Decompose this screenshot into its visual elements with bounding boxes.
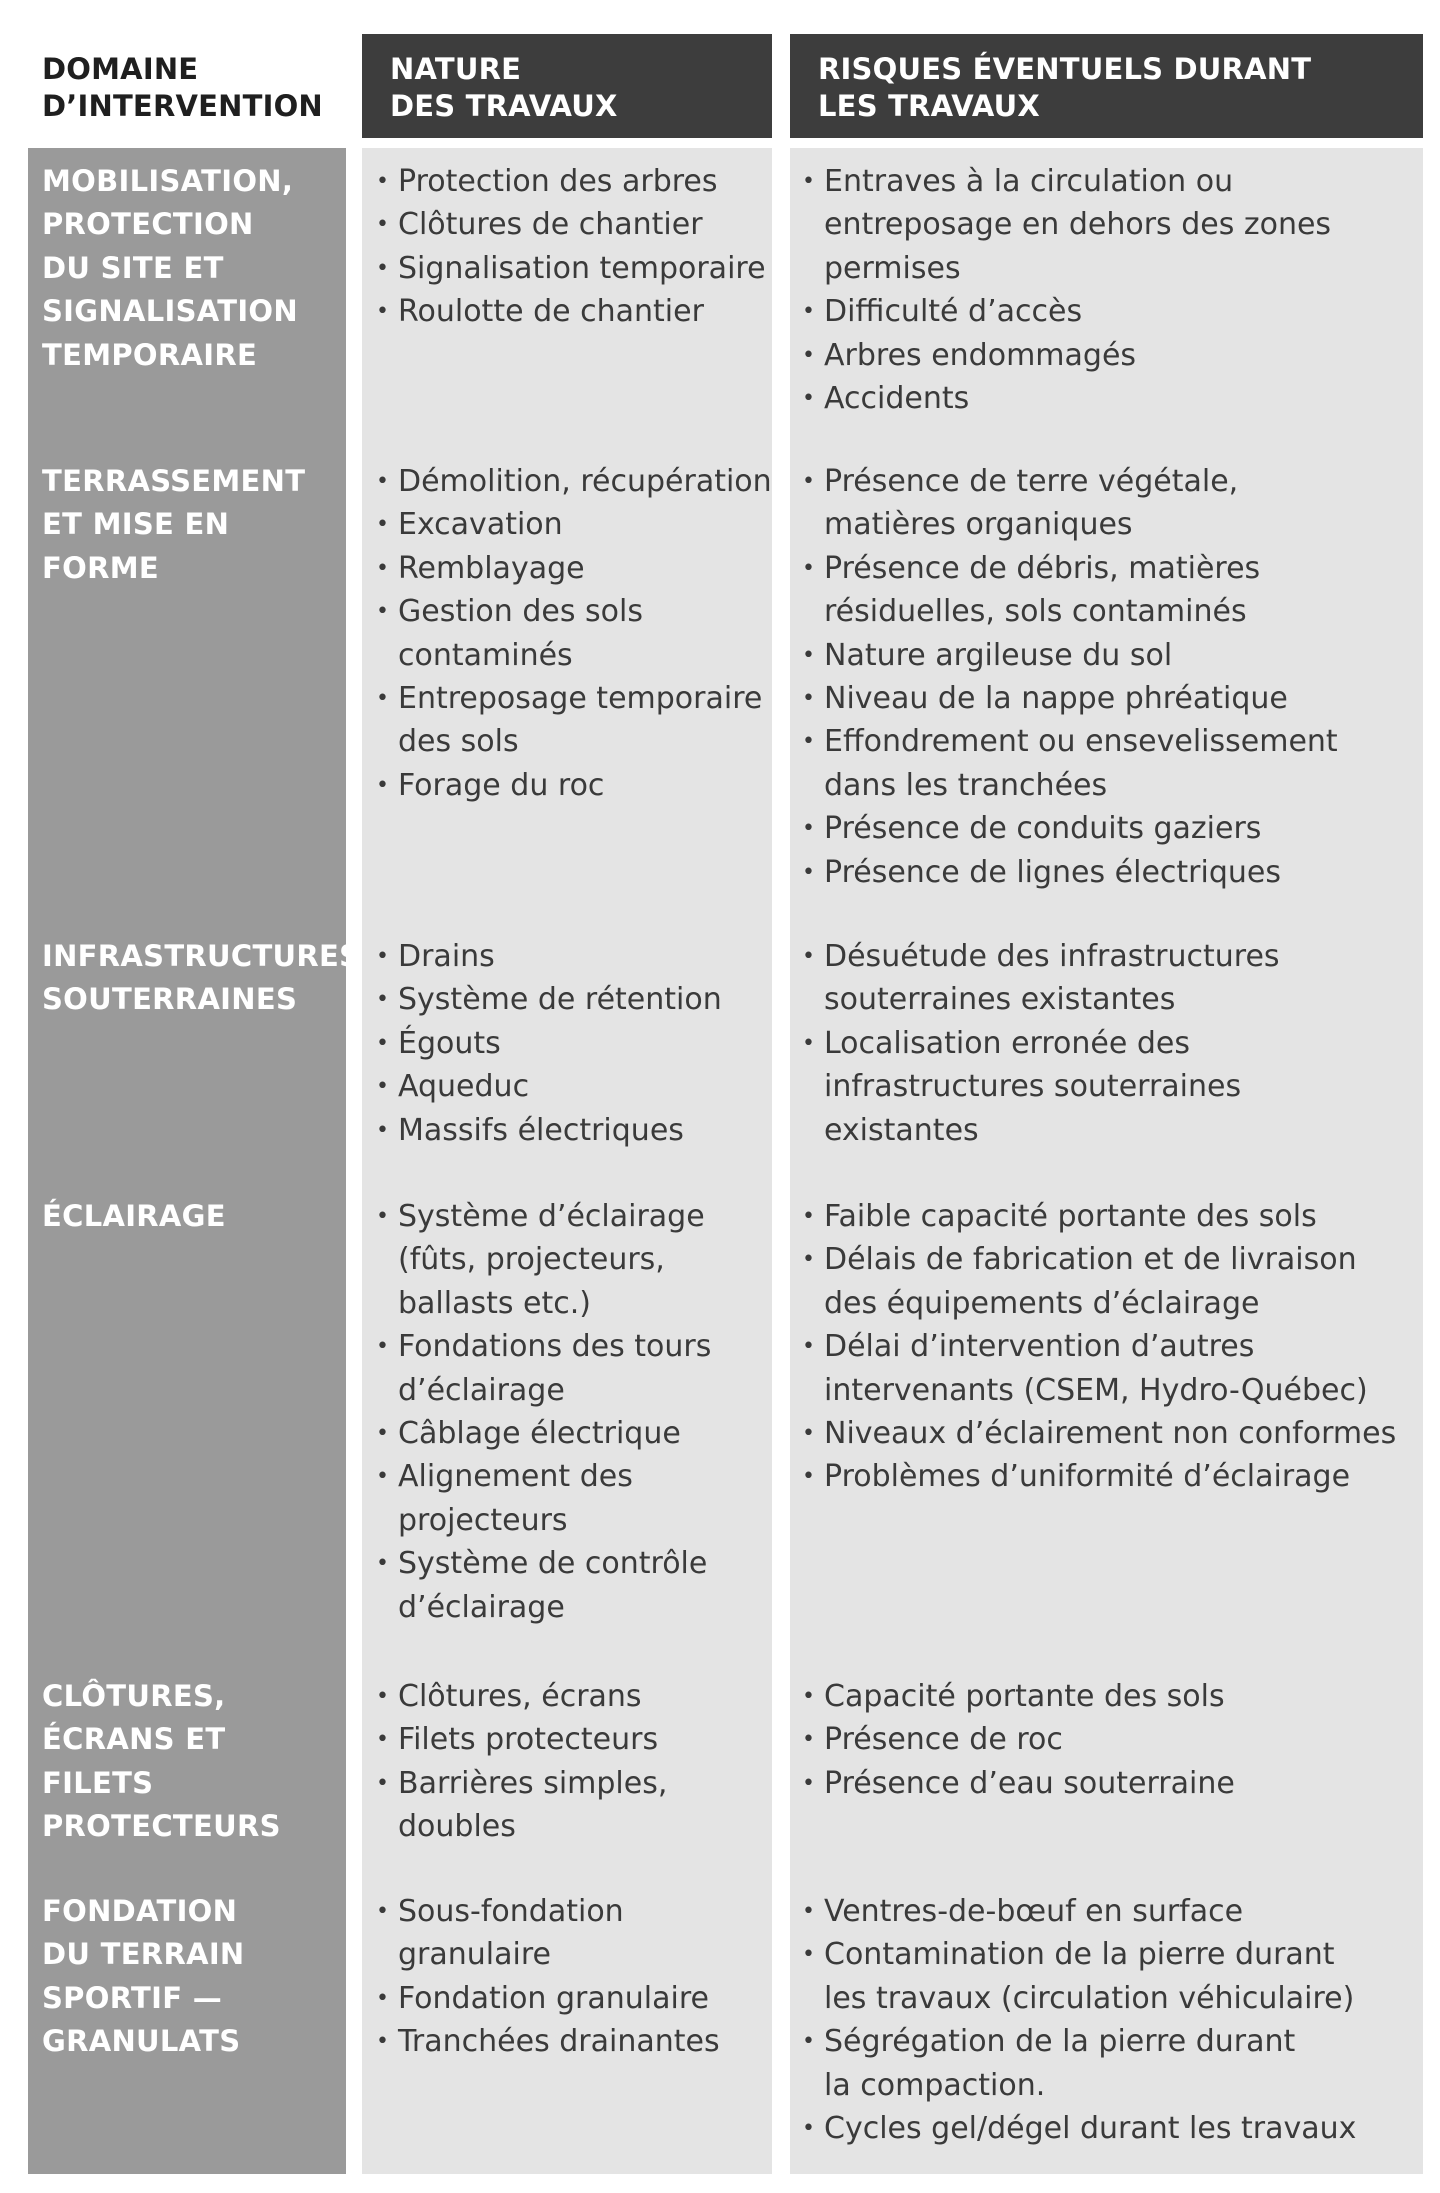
risk-item-text: Présence de roc: [824, 1722, 1063, 1758]
risk-item-text: Localisation erronée des infrastructures souterraines existantes: [824, 1025, 1242, 1148]
nature-item-text: Forage du roc: [398, 767, 605, 803]
risk-column-background: [790, 148, 1423, 2174]
nature-item: [376, 547, 776, 590]
domain-column-background: [28, 148, 361, 2174]
nature-item-text: Excavation: [398, 507, 563, 543]
nature-item: [376, 1412, 776, 1455]
risk-item: [802, 460, 1427, 547]
nature-item: [376, 1542, 776, 1629]
bullet-icon: •: [802, 1899, 815, 1924]
domain-label: ÉCLAIRAGE: [42, 1199, 226, 1233]
domain-label: INFRASTRUCTURES SOUTERRAINES: [42, 939, 361, 1017]
risk-item-text: Difficulté d’accès: [824, 294, 1083, 330]
nature-item: [376, 460, 776, 503]
nature-item: [376, 677, 776, 764]
risk-item-text: Arbres endommagés: [824, 337, 1137, 373]
nature-item: [376, 1325, 776, 1412]
risk-list: [802, 1675, 1427, 1805]
nature-item-text: Signalisation temporaire: [398, 250, 766, 286]
nature-item: [376, 2020, 776, 2063]
bullet-icon: •: [376, 469, 389, 494]
risk-item-text: Présence de lignes électriques: [824, 854, 1281, 890]
nature-item-text: Système d’éclairage (fûts, projecteurs, ballasts etc.): [398, 1199, 705, 1321]
risk-item-text: Problèmes d’uniformité d’éclairage: [824, 1459, 1351, 1495]
bullet-icon: •: [376, 212, 389, 238]
bullet-icon: •: [376, 1899, 389, 1924]
nature-item: [376, 978, 776, 1021]
nature-list: [376, 160, 776, 334]
bullet-icon: •: [376, 1727, 389, 1753]
risk-item-text: Faible capacité portante des sols: [824, 1199, 1317, 1234]
nature-item-text: Câblage électrique: [398, 1416, 681, 1452]
risk-item-text: Délai d’intervention d’autres intervenants (CSEM, Hydro-Québec): [824, 1329, 1368, 1408]
domain-label: MOBILISATION, PROTECTION DU SITE ET SIGNALISATION TEMPORAIRE: [42, 164, 298, 372]
risk-item-text: Ventres-de-bœuf en surface: [824, 1894, 1244, 1929]
nature-list: [376, 1195, 776, 1629]
bullet-icon: •: [376, 169, 389, 194]
risk-item-text: Effondrement ou ensevelissement dans les tranchées: [824, 724, 1338, 803]
bullet-icon: •: [376, 1421, 389, 1447]
risk-item-text: Désuétude des infrastructures souterraines existantes: [824, 939, 1280, 1018]
nature-list: [376, 935, 776, 1152]
domain-label: CLÔTURES, ÉCRANS ET FILETS PROTECTEURS: [42, 1679, 281, 1844]
nature-item-text: Système de contrôle d’éclairage: [398, 1546, 708, 1625]
nature-list: [376, 1890, 776, 2064]
risk-list: [802, 460, 1427, 894]
risk-item-text: Accidents: [824, 381, 970, 417]
nature-item: [376, 1762, 776, 1849]
bullet-icon: •: [802, 1030, 815, 1056]
nature-item-text: Barrières simples, doubles: [398, 1765, 668, 1845]
risk-item: [802, 1675, 1427, 1718]
header-domain: DOMAINE D’INTERVENTION: [42, 52, 323, 123]
risk-item: [802, 807, 1427, 850]
nature-item-text: Entreposage temporaire des sols: [398, 681, 763, 760]
bullet-icon: •: [802, 1770, 815, 1796]
risk-item-text: Entraves à la circulation ou entreposage en dehors des zones permises: [824, 164, 1332, 286]
risk-item: [802, 160, 1427, 290]
nature-item-text: Remblayage: [398, 550, 585, 586]
nature-item-text: Fondations des tours d’éclairage: [398, 1329, 712, 1408]
nature-item: [376, 1977, 776, 2020]
bullet-icon: •: [802, 299, 815, 325]
nature-item-text: Clôtures de chantier: [398, 207, 703, 243]
risk-item: [802, 1718, 1427, 1761]
risk-item-text: Présence de conduits gaziers: [824, 811, 1262, 847]
risk-item-text: Délais de fabrication et de livraison des équipements d’éclairage: [824, 1242, 1357, 1321]
bullet-icon: •: [802, 1421, 815, 1447]
bullet-icon: •: [802, 1334, 815, 1360]
risk-item: [802, 1455, 1427, 1498]
nature-item-text: Filets protecteurs: [398, 1722, 659, 1758]
risk-item: [802, 1762, 1427, 1805]
risk-item: [802, 1933, 1427, 2020]
nature-item: [376, 503, 776, 546]
header-nature: NATURE DES TRAVAUX: [362, 34, 772, 138]
nature-item-text: Gestion des sols contaminés: [398, 594, 643, 673]
bullet-icon: •: [802, 2029, 815, 2055]
bullet-icon: •: [802, 1464, 815, 1490]
bullet-icon: •: [376, 255, 389, 281]
nature-item: [376, 1109, 776, 1152]
nature-column-background: [362, 148, 772, 2174]
bullet-icon: •: [802, 944, 815, 969]
bullet-icon: •: [802, 686, 815, 712]
nature-item: [376, 1675, 776, 1718]
nature-item: [376, 1065, 776, 1108]
risk-list: [802, 160, 1427, 420]
risk-item-text: Nature argileuse du sol: [824, 637, 1173, 673]
risk-item-text: Présence d’eau souterraine: [824, 1765, 1235, 1801]
bullet-icon: •: [802, 1727, 815, 1753]
bullet-icon: •: [802, 2116, 815, 2142]
bullet-icon: •: [802, 1684, 815, 1709]
bullet-icon: •: [376, 987, 389, 1013]
risk-item-text: Cycles gel/dégel durant les travaux: [824, 2111, 1357, 2147]
nature-item-text: Alignement des projecteurs: [398, 1459, 633, 1538]
nature-item-text: Tranchées drainantes: [398, 2024, 720, 2060]
risk-item: [802, 334, 1427, 377]
bullet-icon: •: [376, 2029, 389, 2055]
bullet-icon: •: [376, 772, 389, 798]
bullet-icon: •: [802, 555, 815, 581]
bullet-icon: •: [376, 686, 389, 712]
risk-item: [802, 677, 1427, 720]
risk-item-text: Contamination de la pierre durant les travaux (circulation véhiculaire): [824, 1937, 1355, 2016]
bullet-icon: •: [376, 1074, 389, 1100]
nature-item-text: Fondation granulaire: [398, 1980, 709, 2016]
nature-item: [376, 935, 776, 978]
nature-item: [376, 1455, 776, 1542]
nature-list: [376, 460, 776, 807]
nature-item: [376, 160, 776, 203]
bullet-icon: •: [376, 1334, 389, 1360]
bullet-icon: •: [802, 729, 815, 755]
risk-list: [802, 935, 1427, 1152]
nature-item-text: Égouts: [398, 1025, 501, 1061]
nature-item-text: Clôtures, écrans: [398, 1679, 642, 1714]
risk-item-text: Ségrégation de la pierre durant la compaction.: [824, 2024, 1296, 2103]
risk-item: [802, 2107, 1427, 2150]
bullet-icon: •: [802, 1204, 815, 1229]
risk-item: [802, 547, 1427, 634]
nature-item-text: Protection des arbres: [398, 164, 718, 199]
bullet-icon: •: [376, 1551, 389, 1577]
risk-item: [802, 1022, 1427, 1152]
nature-item: [376, 1890, 776, 1977]
nature-item: [376, 247, 776, 290]
nature-item-text: Roulotte de chantier: [398, 294, 704, 330]
bullet-icon: •: [376, 299, 389, 325]
bullet-icon: •: [376, 512, 389, 538]
bullet-icon: •: [376, 555, 389, 581]
nature-item: [376, 203, 776, 246]
nature-item-text: Drains: [398, 939, 495, 974]
bullet-icon: •: [376, 1684, 389, 1709]
bullet-icon: •: [376, 1770, 389, 1796]
risk-item: [802, 2020, 1427, 2107]
nature-item: [376, 1718, 776, 1761]
bullet-icon: •: [802, 859, 815, 885]
bullet-icon: •: [376, 944, 389, 969]
nature-item: [376, 764, 776, 807]
risk-item: [802, 1412, 1427, 1455]
bullet-icon: •: [376, 1030, 389, 1056]
bullet-icon: •: [376, 1204, 389, 1229]
nature-item-text: Massifs électriques: [398, 1112, 684, 1148]
bullet-icon: •: [802, 1247, 815, 1273]
bullet-icon: •: [802, 342, 815, 368]
risk-item: [802, 851, 1427, 894]
risk-item-text: Présence de terre végétale, matières organiques: [824, 464, 1239, 543]
risk-item: [802, 720, 1427, 807]
risk-item: [802, 1325, 1427, 1412]
risk-item: [802, 377, 1427, 420]
domain-label: FONDATION DU TERRAIN SPORTIF — GRANULATS: [42, 1894, 245, 2059]
nature-item: [376, 1195, 776, 1325]
domain-label: TERRASSEMENT ET MISE EN FORME: [42, 464, 306, 585]
nature-list: [376, 1675, 776, 1849]
bullet-icon: •: [802, 169, 815, 194]
risk-item: [802, 1238, 1427, 1325]
bullet-icon: •: [802, 816, 815, 842]
bullet-icon: •: [376, 1117, 389, 1143]
risk-item: [802, 290, 1427, 333]
nature-item-text: Système de rétention: [398, 982, 722, 1018]
bullet-icon: •: [802, 469, 815, 494]
nature-item: [376, 1022, 776, 1065]
bullet-icon: •: [802, 1942, 815, 1968]
bullet-icon: •: [376, 1464, 389, 1490]
bullet-icon: •: [376, 1985, 389, 2011]
header-risk: RISQUES ÉVENTUELS DURANT LES TRAVAUX: [790, 34, 1423, 138]
nature-item-text: Aqueduc: [398, 1069, 530, 1105]
risk-item-text: Niveau de la nappe phréatique: [824, 681, 1288, 717]
risk-item-text: Présence de débris, matières résiduelles, sols contaminés: [824, 550, 1261, 630]
risk-item: [802, 935, 1427, 1022]
nature-item-text: Démolition, récupération: [398, 464, 772, 499]
bullet-icon: •: [802, 386, 815, 412]
nature-item-text: Sous-fondation granulaire: [398, 1894, 624, 1973]
risk-item: [802, 1195, 1427, 1238]
risk-item: [802, 634, 1427, 677]
bullet-icon: •: [802, 642, 815, 668]
risk-item: [802, 1890, 1427, 1933]
nature-item: [376, 590, 776, 677]
nature-item: [376, 290, 776, 333]
risk-item-text: Capacité portante des sols: [824, 1679, 1225, 1714]
risk-list: [802, 1195, 1427, 1499]
risk-item-text: Niveaux d’éclairement non conformes: [824, 1416, 1397, 1452]
risk-list: [802, 1890, 1427, 2150]
bullet-icon: •: [376, 599, 389, 625]
